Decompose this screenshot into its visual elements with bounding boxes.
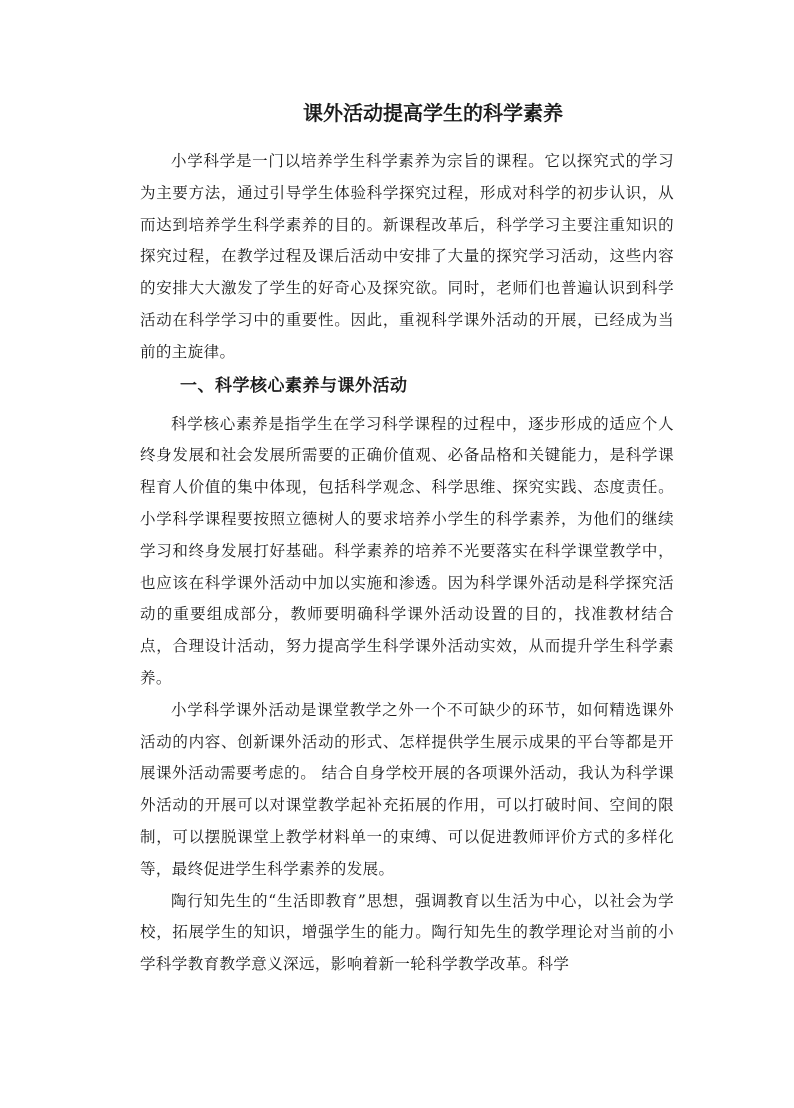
intro-paragraph: 小学科学是一门以培养学生科学素养为宗旨的课程。它以探究式的学习为主要方法，通过引导学生体验科学探究过程，形成对科学的初步认识，从而达到培养学生科学素养的目的。新课程改革后，科学学习主要注重知识的探究过程，在教学过程及课后活动中安排了大量的探究学习活动，这些内容的安排大大激发了学生的好奇心及探究欲。同时，老师们也普遍认识到科学活动在科学学习中的重要性。因此，重视科学课外活动的开展，已经成为当前的主旋律。 bbox=[140, 152, 674, 361]
section1-paragraph-3: 陶行知先生的“生活即教育”思想，强调教育以生活为中心，以社会为学校，拓展学生的知识，增强学生的能力。陶行知先生的教学理论对当前的小学科学教育教学意义深远，影响着新一轮科学教学改革。科学 bbox=[140, 891, 674, 974]
document-title: 课外活动提高学生的科学素养 bbox=[303, 101, 563, 125]
document-body bbox=[140, 146, 674, 981]
section-heading-1: 一、科学核心素养与课外活动 bbox=[180, 375, 408, 396]
section1-paragraph-2: 小学科学课外活动是课堂教学之外一个不可缺少的环节，如何精选课外活动的内容、创新课外活动的形式、怎样提供学生展示成果的平台等都是开展课外活动需要考虑的。 结合自身学校开展的各项课外活动，我认为科学课外活动的开展可以对课堂教学起补充拓展的作用，可以打破时间、空间的限制，可以摆脱课堂上教学材料单一的束缚、可以促进教师评价方式的多样化等，最终促进学生科学素养的发展。 bbox=[140, 700, 674, 878]
section1-paragraph-1: 科学核心素养是指学生在学习科学课程的过程中，逐步形成的适应个人终身发展和社会发展所需要的正确价值观、必备品格和关键能力，是科学课程育人价值的集中体现，包括科学观念、科学思维、探究实践、态度责任。小学科学课程要按照立德树人的要求培养小学生的科学素养，为他们的继续学习和终身发展打好基础。科学素养的培养不光要落实在科学课堂教学中，也应该在科学课外活动中加以实施和渗透。因为科学课外活动是科学探究活动的重要组成部分，教师要明确科学课外活动设置的目的，找准教材结合点，合理设计活动，努力提高学生科学课外活动实效，从而提升学生科学素养。 bbox=[140, 414, 674, 687]
